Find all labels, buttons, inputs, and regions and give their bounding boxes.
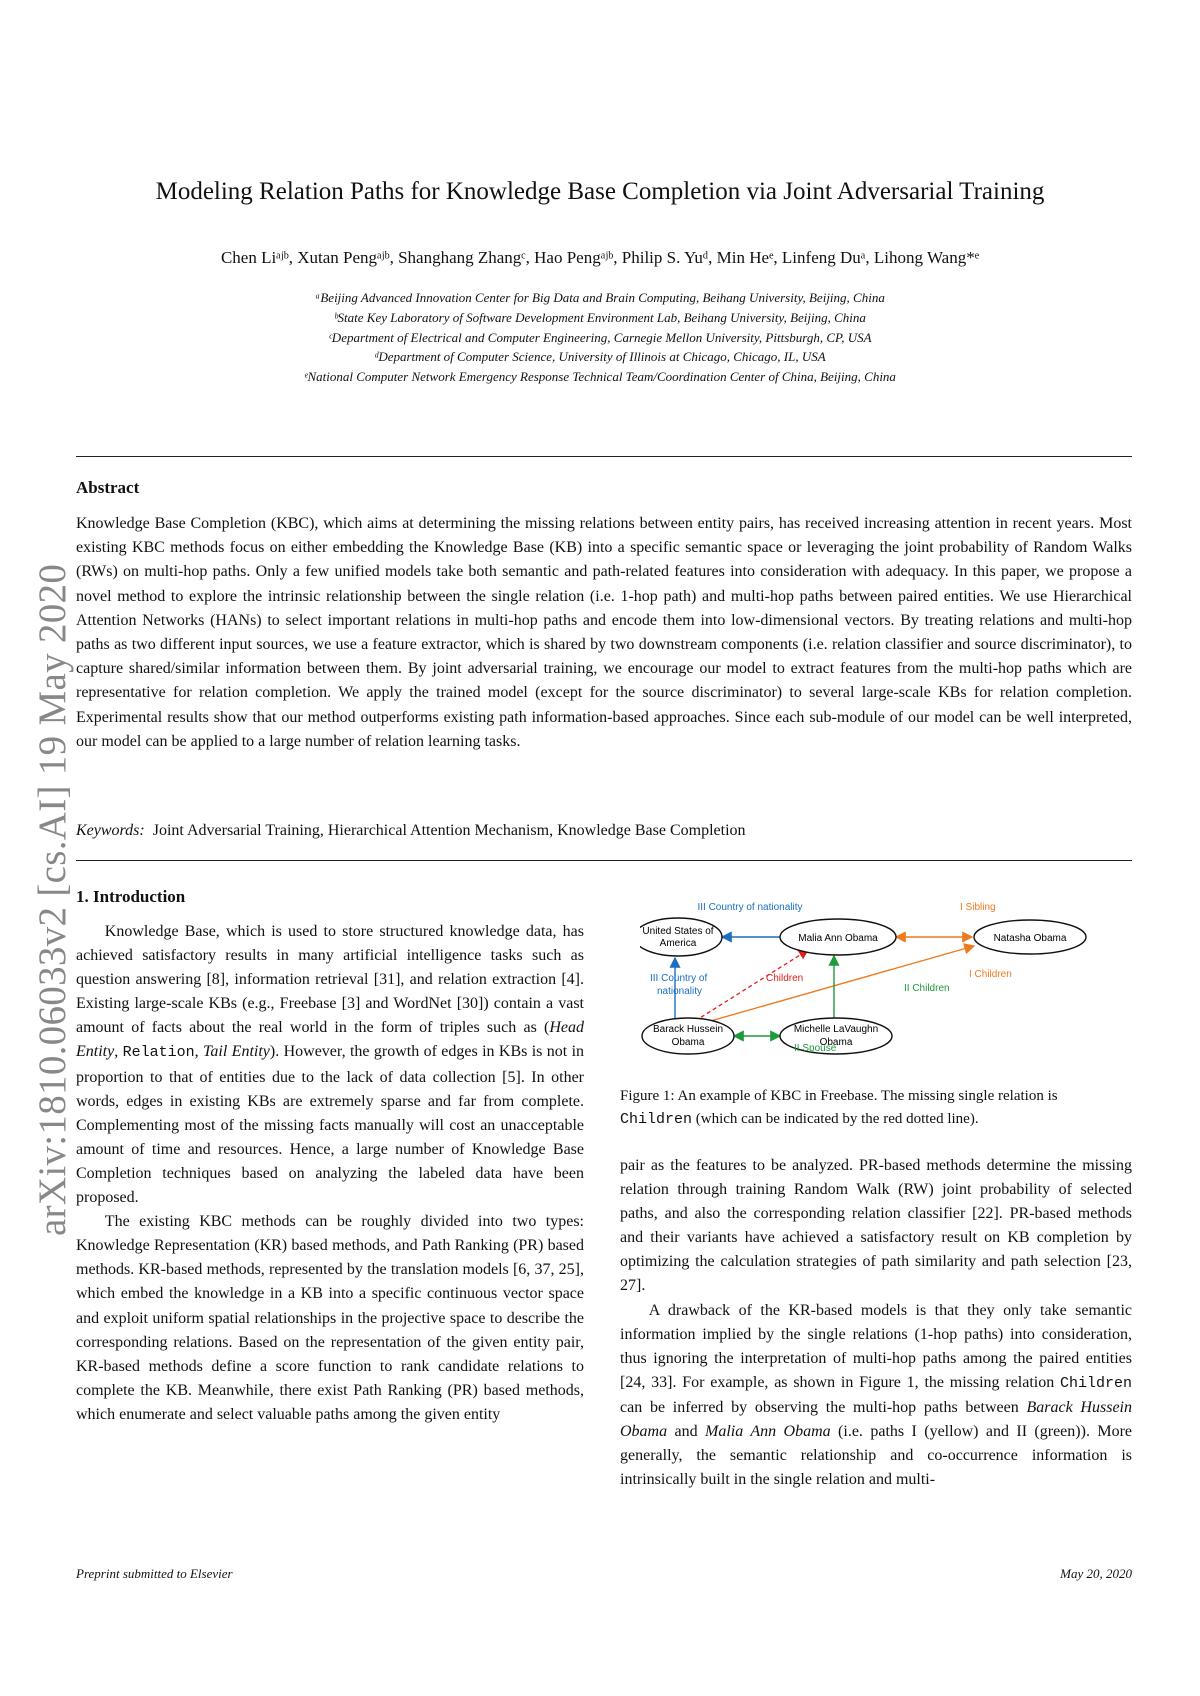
caption-code: Children [620,1111,693,1128]
node-michelle-line1: Michelle LaVaughn [793,1024,879,1035]
entity-barack: Barack Hussein Obama [620,1398,1132,1441]
head-entity-term: Head Entity [76,1019,584,1061]
node-barack-line1: Barack Hussein [652,1024,724,1035]
intro-p1-text-a: Knowledge Base, which is used to store structured knowledge data, has achieved satisfactory results in many artificial intelligence tasks such as question answering [8], information retrieval [31], and relation extraction [4]. Existing large-scale KBs (e.g., Freebase [3] and WordNet [30]) contain a vast amount of facts about the real world in the form of triples such as ( [76,923,584,1037]
p2-and: and [667,1423,706,1441]
node-usa-line1: United States of [642,926,714,937]
label-children-missing: Children [766,973,804,984]
intro-paragraph-2: The existing KBC methods can be roughly divided into two types: Knowledge Representation (KR) based methods, and Path Ranking (PR) based methods. KR-based methods, represented by the translation models [6, 37, 25], which embed the knowledge in a KB into a specific continuous vector space and exploit uniform spatial relationships in the projective space to describe the corresponding relations. Based on the representation of the given entity pair, KR-based methods define a score function to rank candidate relations to complete the KB. Meanwhile, there exist Path Ranking (PR) based methods, which enumerate and select valuable paths among the given entity [76,1213,584,1423]
intro-p1-text-b: ). However, the growth of edges in KBs is not in proportion to that of entities due to the lack of data collection [5]. In other words, edges in existing KBs are extremely sparse and far from complete. Complementing most of the missing facts manually will cost an unacceptable amount of time and resources. Hence, a large number of Knowledge Base Completion techniques based on analyzing the labeled data have been proposed. [76,1043,585,1207]
entity-malia: Malia Ann Obama [705,1423,831,1441]
node-barack-line2: Obama [671,1037,705,1048]
top-rule [76,456,1132,457]
p2-text-c: (i.e. paths I (yellow) and II (green)). More generally, the semantic relationship and co-occurrence information is intrinsically built in the single relation and multi- [620,1423,1133,1489]
p2-code: Children [1059,1374,1132,1392]
label-children-green: II Children [904,983,950,994]
node-natasha [974,920,1086,954]
intro-right-column [620,1154,1132,1492]
label-country-top: III Country of nationality [697,902,803,913]
separator-1: , [114,1043,123,1061]
relation-term: Relation [122,1044,195,1062]
p2-text-a: A drawback of the KR-based models is that they only take semantic information implied by the single relations (1-hop paths) into consideration, thus ignoring the interpretation of multi-hop paths among the paired entities [24, 33]. For example, as shown in Figure 1, the missing relation [620,1301,1132,1391]
intro-right-paragraph-1: pair as the features to be analyzed. PR-based methods determine the missing relation through training Random Walk (RW) joint probability of selected paths, and also the corresponding relation classifier [22]. PR-based methods and their variants have achieved a satisfactory result on KB completion by optimizing the calculation strategies of path similarity and path selection [23, 27]. [620,1157,1132,1295]
edge-children-missing [695,950,808,1021]
tail-entity-term: Tail Entity [202,1043,270,1061]
node-barack [642,1018,734,1054]
node-michelle-line2: Obama [819,1037,853,1048]
bottom-rule [76,860,1132,861]
node-usa [640,918,722,956]
node-malia-label: Malia Ann Obama [798,933,878,944]
caption-text-b: (which can be indicated by the red dotted line). [692,1111,979,1127]
author-list: Chen Liᵃʲᵇ, Xutan Pengᵃʲᵇ, Shanghang Zhangᶜ, Hao Pengᵃʲᵇ, Philip S. Yuᵈ, Min Heᵉ, Linfeng Duᵃ, Lihong Wang*ᵉ [220,248,980,267]
intro-left-column [76,920,584,1427]
label-sibling: I Sibling [960,902,996,913]
label-country-left-line1: III Country of [650,973,708,984]
abstract-heading: Abstract [76,478,140,497]
node-natasha-label: Natasha Obama [993,933,1067,944]
keywords-line [76,822,746,840]
intro-paragraph-1 [76,920,584,1210]
affiliation-b: ᵇState Key Laboratory of Software Development Environment Lab, Beihang University, Beijing, China [334,310,866,325]
affiliation-a: ᵃBeijing Advanced Innovation Center for Big Data and Brain Computing, Beihang University, Beijing, China [315,290,885,305]
affiliation-d: ᵈDepartment of Computer Science, University of Illinois at Chicago, Chicago, IL, USA [374,349,826,364]
affiliation-c: ᶜDepartment of Electrical and Computer Engineering, Carnegie Mellon University, Pittsburgh, CP, USA [328,330,872,345]
separator-2: , [194,1043,203,1061]
node-malia [780,919,896,955]
footer-preprint: Preprint submitted to Elsevier [76,1566,233,1581]
label-country-left-line2: nationality [657,986,703,997]
figure-1-caption [620,1085,1132,1131]
label-children-orange: I Children [969,969,1012,980]
keywords-text: Joint Adversarial Training, Hierarchical Attention Mechanism, Knowledge Base Completion [152,822,746,839]
abstract-text: Knowledge Base Completion (KBC), which aims at determining the missing relations between entity pairs, has received increasing attention in recent years. Most existing KBC methods focus on either embedding the Knowledge Base (KB) into a specific semantic space or leveraging the joint probability of Random Walks (RWs) on multi-hop paths. Only a few unified models take both semantic and path-related features into consideration with adequacy. In this paper, we propose a novel method to explore the intrinsic relationship between the single relation (i.e. 1-hop path) and multi-hop paths between paired entities. We use Hierarchical Attention Networks (HANs) to select important relations in multi-hop paths and encode them into low-dimensional vectors. By treating relations and multi-hop paths as two different input sources, we use a feature extractor, which is shared by two downstream components (i.e. relation classifier and source discriminator), to capture shared/similar information between them. By joint adversarial training, we encourage our model to extract features from the multi-hop paths which are representative for relation completion. We apply the trained model (except for the source discriminator) to several large-scale KBs for relation completion. Experimental results show that our method outperforms existing path information-based approaches. Since each sub-module of our model can be well interpreted, our model can be applied to a large number of relation learning tasks. [76,515,1132,750]
arxiv-identifier: arXiv:1810.06033v2 [cs.AI] 19 May 2020 [31,563,74,1236]
affiliation-e: ᵉNational Computer Network Emergency Response Technical Team/Coordination Center of China, Beijing, China [304,369,896,384]
figure-1-knowledge-graph [640,890,1130,1060]
intro-right-paragraph-2 [620,1299,1132,1493]
caption-text-a: Figure 1: An example of KBC in Freebase. The missing single relation is [620,1088,1058,1104]
node-usa-line2: America [659,938,697,949]
p2-text-b: can be inferred by observing the multi-hop paths between [620,1398,1027,1416]
footer-date: May 20, 2020 [1060,1566,1132,1581]
keywords-label: Keywords: [76,822,145,839]
paper-title: Modeling Relation Paths for Knowledge Base Completion via Joint Adversarial Training [155,178,1045,205]
section-heading-introduction: 1. Introduction [76,887,186,906]
label-spouse: II Spouse [794,1043,837,1054]
